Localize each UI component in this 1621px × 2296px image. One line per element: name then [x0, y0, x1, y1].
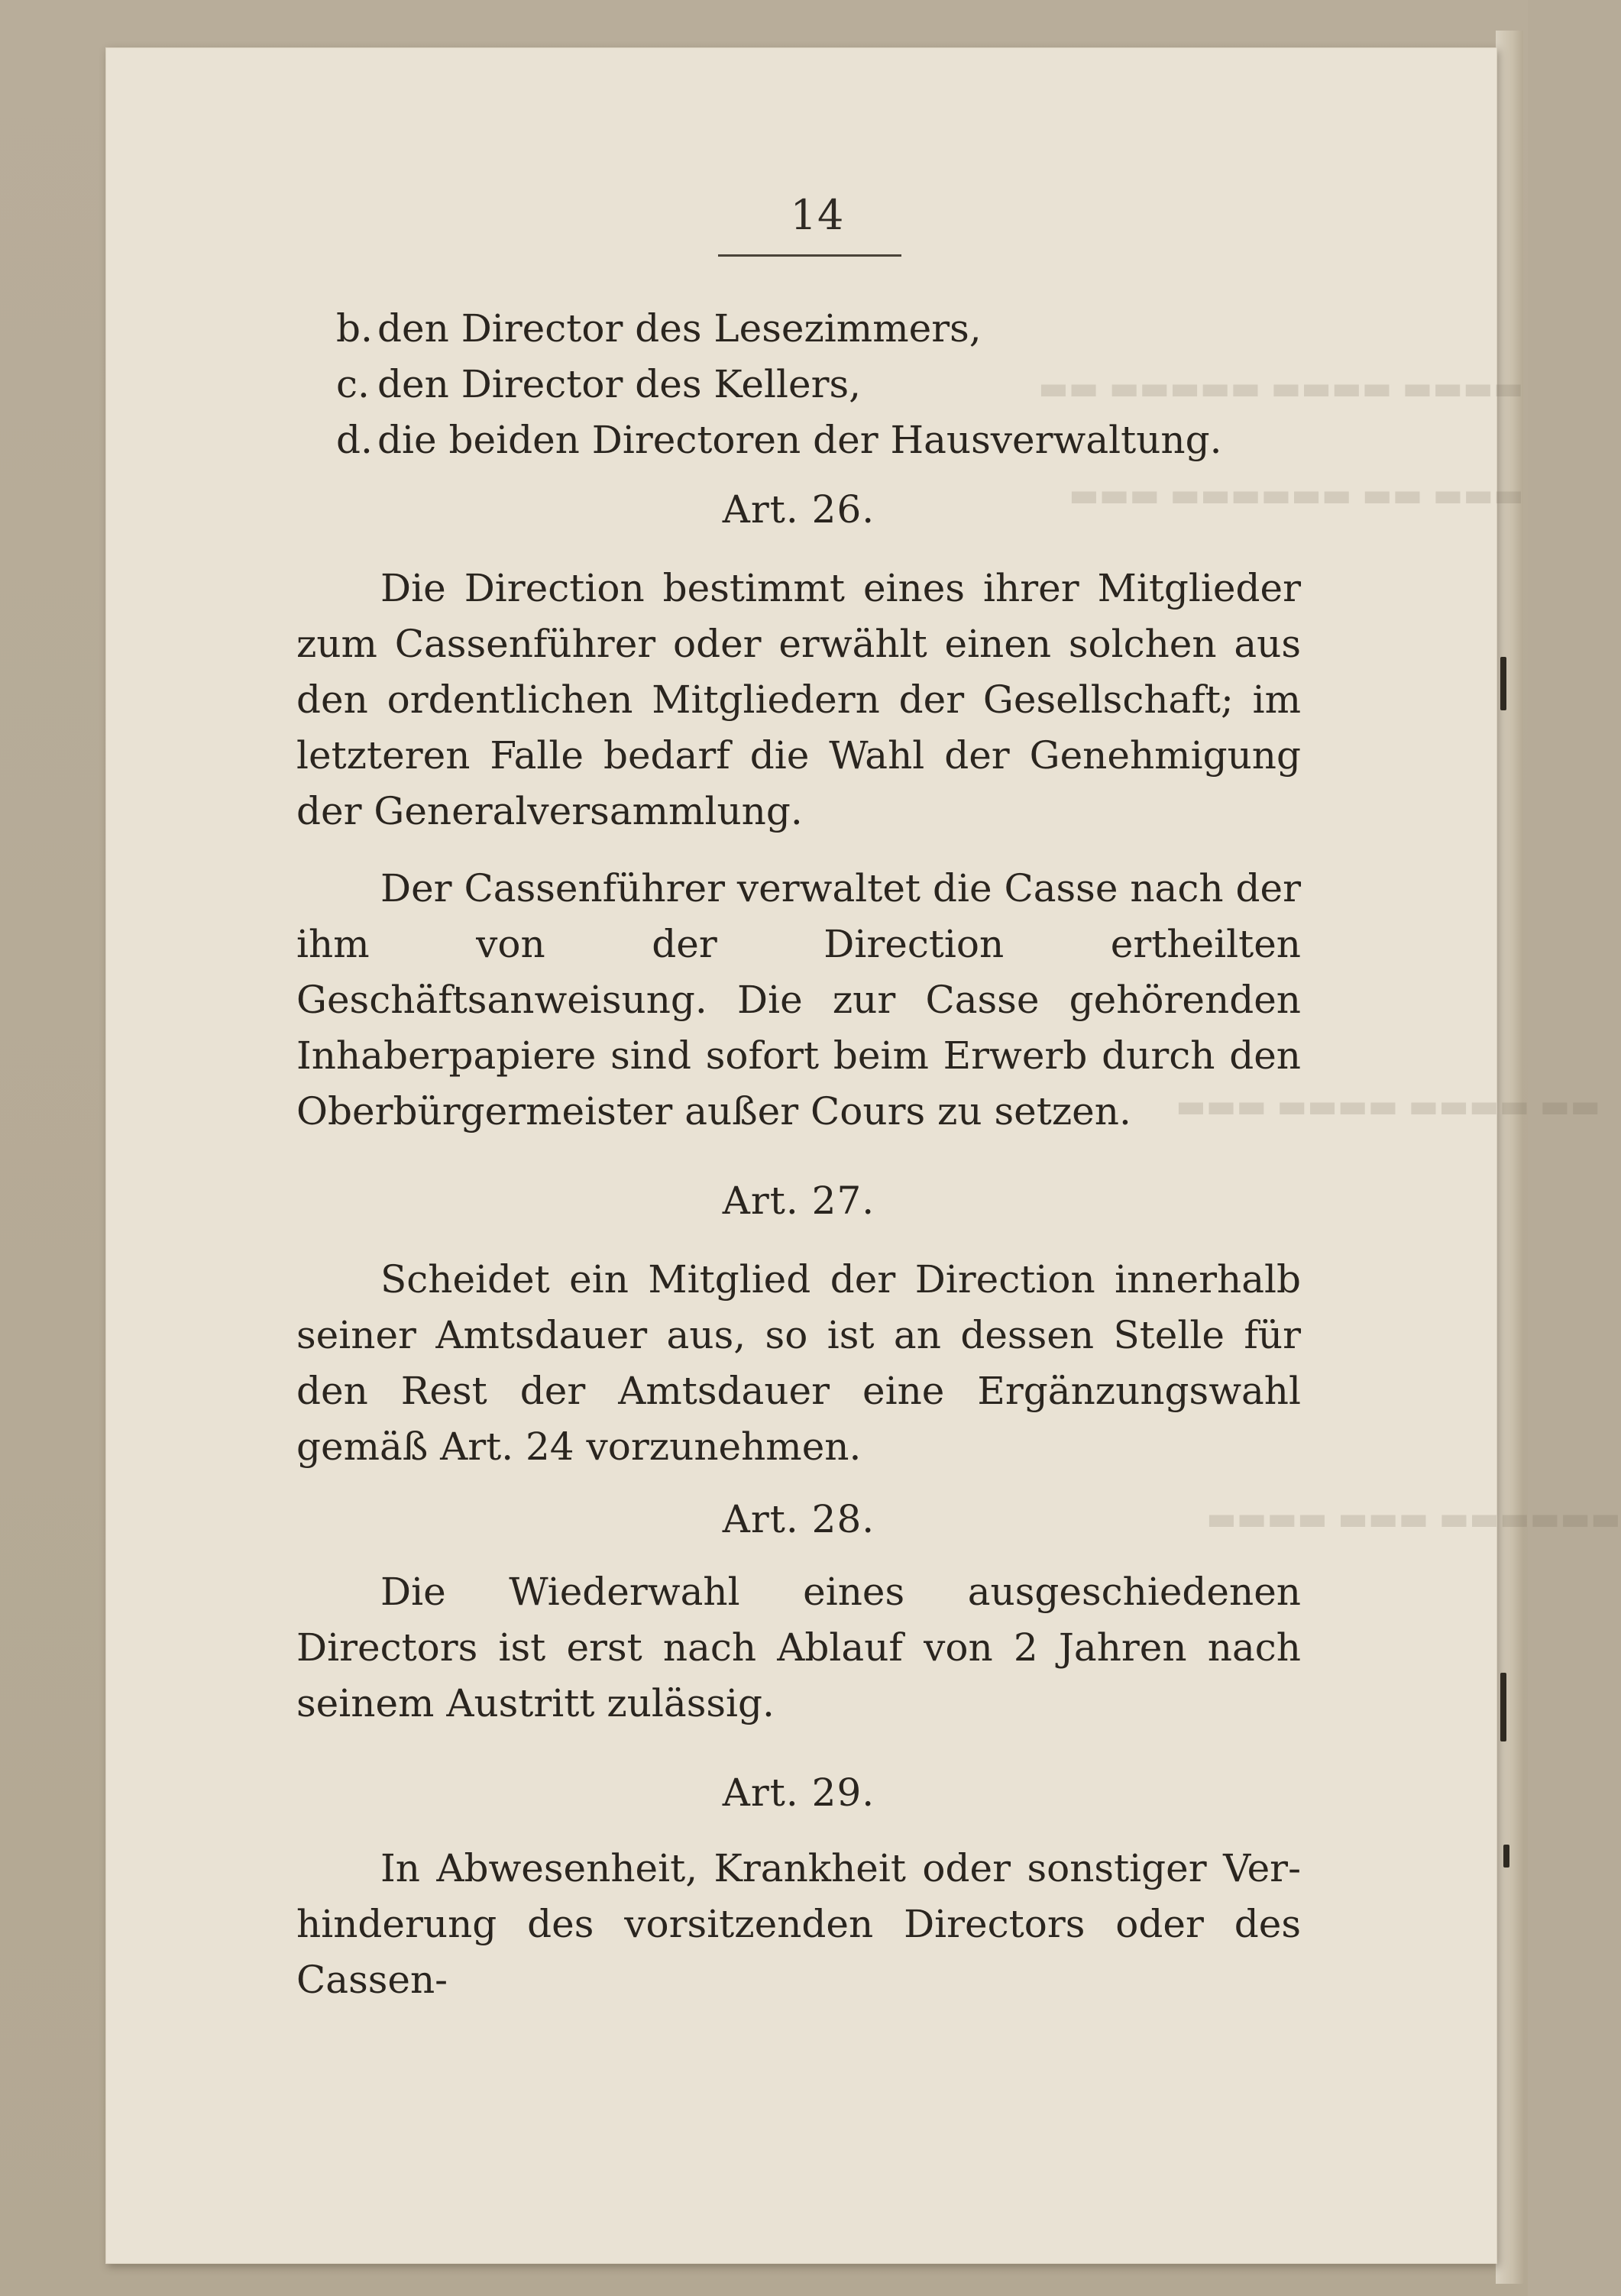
- article-26: [296, 482, 1301, 1140]
- list-marker: b.: [336, 306, 373, 351]
- article-27: [296, 1173, 1301, 1475]
- bleed-through-text: ▬▬▬ ▬▬▬▬ ▬▬▬▬ ▬▬: [1176, 1087, 1600, 1124]
- list-item: [296, 301, 1301, 357]
- list-item-text: den Director des Kellers,: [377, 362, 862, 406]
- article-heading: Art. 29.: [722, 1771, 875, 1815]
- director-list: [296, 301, 1301, 468]
- list-item: [296, 357, 1301, 412]
- article-heading: Art. 28.: [722, 1497, 875, 1541]
- bleed-through-text: ▬▬ ▬▬▬▬▬ ▬▬▬▬ ▬▬▬▬: [1038, 369, 1524, 406]
- article-paragraph: Die Direction bestimmt eines ihrer Mitglieder zum Cassenführer oder erwählt einen solchen aus den ordentlichen Mitgliedern der Gesellschaft; im letzteren Falle bedarf die Wahl der Genehmigung der Generalversammlung.: [296, 566, 1301, 833]
- edge-mark: [1503, 1845, 1509, 1868]
- list-item-text: den Director des Lesezimmers,: [377, 306, 982, 351]
- article-paragraph: Die Wiederwahl eines ausgeschiedenen Directors ist erst nach Ablauf von 2 Jahren nach seinem Austritt zulässig.: [296, 1570, 1301, 1725]
- list-item-text: die beiden Directoren der Hausverwaltung.: [377, 418, 1222, 462]
- page-number: 14: [790, 191, 845, 239]
- article-28: [296, 1492, 1301, 1732]
- page-content: [296, 301, 1301, 2008]
- article-paragraph: Scheidet ein Mitglied der Direction innerhalb seiner Amtsdauer aus, so ist an dessen Stelle für den Rest der Amtsdauer eine Ergänzungswahl gemäß Art. 24 vorzunehmen.: [296, 1257, 1301, 1469]
- edge-mark: [1500, 657, 1506, 710]
- article-heading: Art. 26.: [722, 487, 875, 532]
- bleed-through-text: ▬▬▬ ▬▬▬▬▬▬ ▬▬ ▬▬▬: [1069, 476, 1524, 513]
- list-item: [296, 412, 1301, 468]
- article-29: [296, 1765, 1301, 2008]
- article-heading: Art. 27.: [722, 1179, 875, 1223]
- bleed-through-text: ▬▬▬▬ ▬▬▬ ▬▬▬▬▬▬: [1206, 1499, 1621, 1537]
- edge-mark: [1500, 1673, 1506, 1741]
- list-marker: c.: [336, 362, 370, 406]
- article-paragraph: Der Cassenführer verwaltet die Casse nach der ihm von der Direction ertheilten Geschäftsanweisung. Die zur Casse gehörenden Inhaberpapiere sind sofort beim Erwerb durch den Oberbürgermeister außer Cours zu setzen.: [296, 866, 1301, 1133]
- article-paragraph: In Abwesenheit, Krankheit oder sonstiger Verhinderung des vorsitzenden Directors oder des Cassen-: [296, 1846, 1301, 2002]
- page-number-rule: [718, 254, 901, 257]
- list-marker: d.: [336, 418, 373, 462]
